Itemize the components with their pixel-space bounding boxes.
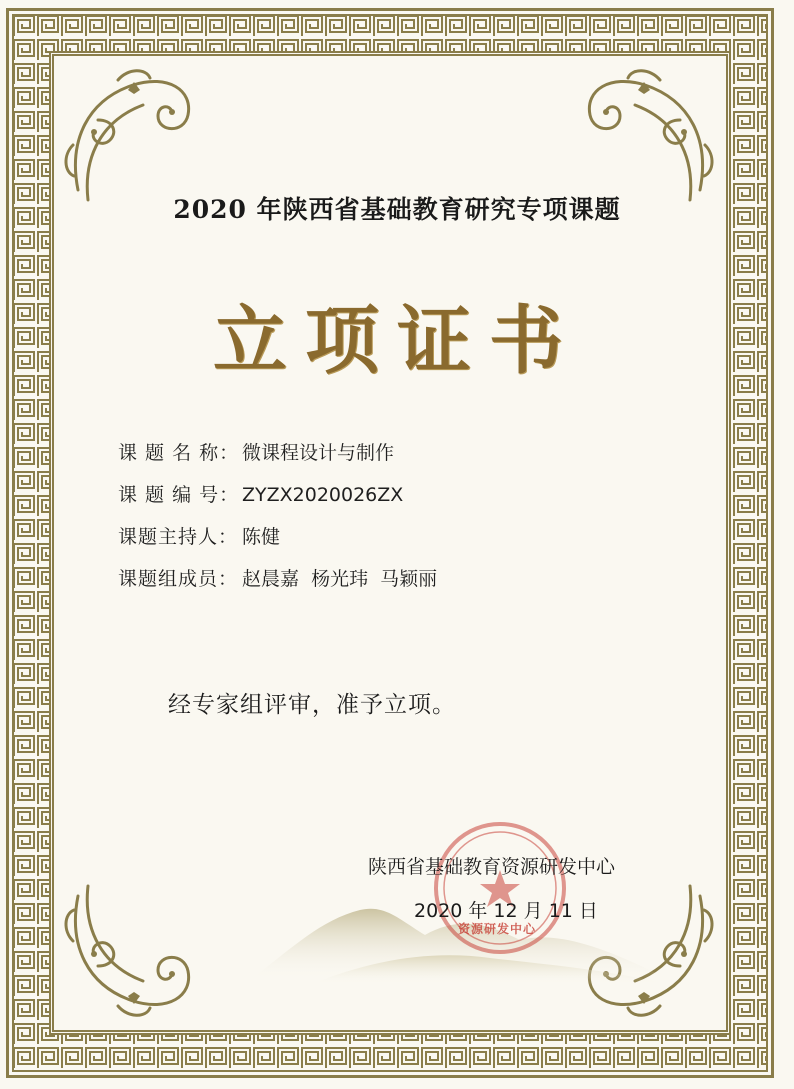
field-label: 课题主持人： [118, 526, 239, 548]
field-members [118, 564, 437, 591]
field-label: 课 题 编 号： [118, 484, 240, 506]
field-topic-name [118, 438, 394, 465]
issuing-organization: 陕西省基础教育资源研发中心 [368, 856, 616, 878]
field-value: 陈健 [242, 526, 281, 548]
field-label: 课题组成员： [118, 568, 239, 590]
scroll-ornament-icon [570, 60, 720, 210]
issue-date: 2020 年 12 月 11 日 [414, 900, 598, 922]
certificate-heading: 2020 年陕西省基础教育研究专项课题 [173, 195, 621, 224]
field-label: 课 题 名 称： [118, 442, 240, 464]
certificate-title: 立项证书 [213, 298, 581, 384]
seal-inscription: 资源研发中心 [458, 922, 537, 936]
field-value: ZYZX2020026ZX [242, 484, 404, 506]
field-host [118, 522, 280, 549]
approval-statement: 经专家组评审，准予立项。 [168, 692, 456, 718]
field-value: 赵晨嘉 杨光玮 马颖丽 [242, 568, 438, 590]
field-value: 微课程设计与制作 [242, 442, 395, 464]
scroll-ornament-icon [58, 60, 208, 210]
scroll-ornament-icon [58, 876, 208, 1026]
field-topic-number [118, 480, 403, 507]
official-seal-stamp [430, 818, 570, 958]
